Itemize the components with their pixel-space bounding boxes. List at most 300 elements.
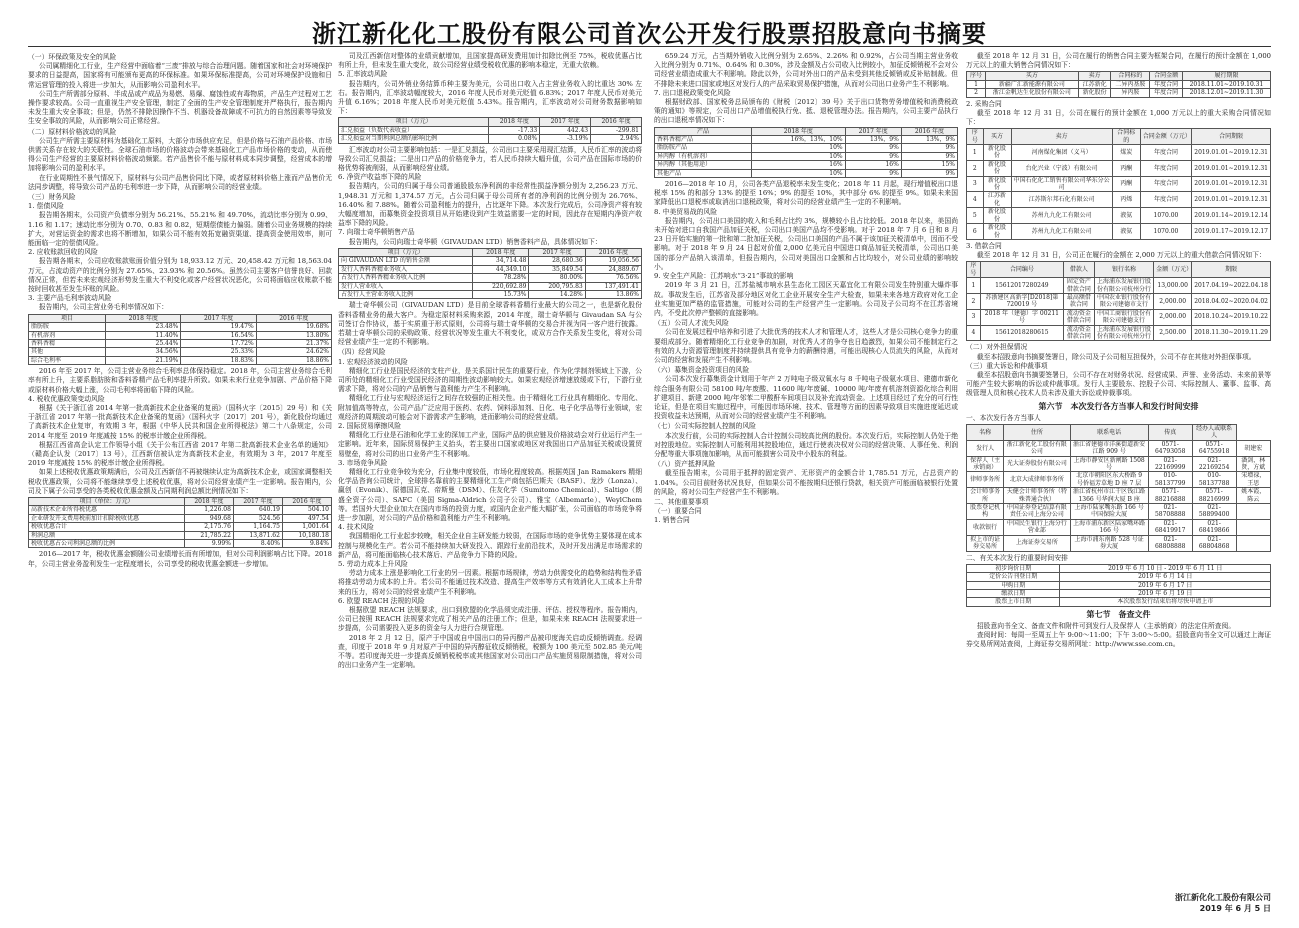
- table-header-row: [967, 262, 1271, 278]
- table-cell: 021-68808888: [1148, 535, 1192, 551]
- table-cell: -17.33: [489, 126, 540, 134]
- heading-givaudan: 7. 向瑞士奇华顿销售产品: [338, 228, 415, 237]
- table-cell: 34.56%: [106, 348, 181, 356]
- table-cell: 新化股份: [983, 176, 1011, 192]
- table-cell: 021-58899400: [1192, 504, 1236, 520]
- heading-price-risk: （二）原材料价格波动的风险: [28, 127, 117, 136]
- table-header-cell: 2017 年度: [233, 497, 282, 505]
- table-header-cell: 项目: [29, 314, 106, 322]
- table-row: [29, 356, 332, 364]
- para-fund: 公司本次发行募集资金计划用于年产 2 万吨电子级双氧水与 8 千吨电子级氨水项目、建德市新化综合服务有限公司 58100 吨/年废酸、11600 吨/年废碱、10000 吨/年废有机溶剂资源化综合利用扩建项目、新建 2000 吨/年邻苯二甲酸酐车间项目以及补充流动资金。上述项目经过了充分的可行性论证，但是在项目实施过程中，可能因市场环境、技术、管理等方面的因素导致项目实施进度延迟或投资收益未达预期，从而对公司的经营业绩产生不利影响。: [654, 375, 958, 421]
- table-cell: 18.86%: [256, 356, 331, 364]
- margin-table: [28, 314, 332, 365]
- table-cell: 胡建宏: [1236, 440, 1270, 456]
- table-cell: 8.40%: [233, 540, 282, 548]
- table-cell: 9.84%: [282, 540, 331, 548]
- table-cell: 液氨: [1112, 208, 1140, 224]
- fx-table: [338, 117, 642, 143]
- table-row: [967, 598, 1271, 606]
- table-cell: 液氨: [1112, 224, 1140, 240]
- table-cell: 定价公告刊登日期: [967, 573, 1060, 581]
- table-row: [967, 472, 1271, 488]
- table-cell: 2: [967, 89, 986, 97]
- table-cell: 2019.01.01~2019.12.31: [1192, 192, 1271, 208]
- table-cell: 0571-64755918: [1192, 440, 1236, 456]
- table-cell: 中国石化化工销售有限公司华东分公司: [1011, 176, 1112, 192]
- table-cell: 13%，9%: [901, 136, 957, 144]
- table-cell: 442.43: [540, 126, 591, 134]
- table-cell: 1: [967, 80, 986, 88]
- table-cell: 苏州九九化工有限公司: [1011, 224, 1112, 240]
- para-fx: 报告期内，公司外销业务结算币种主要为美元，公司出口收入占主营业务收入的比重达 30% 左右。报告期内，汇率波动幅度较大，2016 年度人民币对美元贬值 6.83%；2017 年度人民币对美元升值 6.16%；2018 年度人民币对美元贬值 5.43%。报告期内，汇率波动对公司财务数据影响如下：: [338, 79, 642, 116]
- table-cell: 年度合同: [1150, 89, 1182, 97]
- table-cell: 021-68419866: [1192, 519, 1236, 535]
- heading-loan: 3. 借款合同: [966, 241, 1002, 250]
- para-talent: 公司在发展过程中培养和引进了大批优秀的技术人才和管理人才，这些人才是公司核心竞争力的重要组成部分。随着精细化工行业竞争的加剧，对优秀人才的争夺也日趋激烈，如果公司不能制定行之有效的人力资源管理制度并持续提供具有竞争力的薪酬待遇，可能出现核心人员流失的风险，从而对公司的经营和发展产生不利影响。: [654, 328, 958, 364]
- heading-macro-risk: 1. 宏观经济波动的风险: [338, 357, 408, 366]
- table-cell: 021-58708888: [1148, 504, 1192, 520]
- table-cell: 13,871.62: [233, 531, 282, 539]
- table-header-cell: 合同期限: [1192, 129, 1271, 145]
- table-cell: 中国民生银行上海分行营业部: [1004, 519, 1070, 535]
- table-row: [29, 531, 332, 539]
- table-cell: 0571-88216999: [1192, 488, 1236, 504]
- table-row: [655, 161, 958, 169]
- table-header-cell: 项目（单位：万元）: [29, 497, 185, 505]
- heading-roe-risk: 6. 净资产收益率下降的风险: [338, 173, 422, 182]
- table-cell: 上海市浦东南路 528 号证券大厦: [1070, 535, 1148, 551]
- table-cell: 江苏新化: [983, 192, 1011, 208]
- table-row: [29, 331, 332, 339]
- footer: [1175, 892, 1271, 914]
- table-cell: 其他: [29, 348, 106, 356]
- table-cell: 23.48%: [106, 323, 181, 331]
- table-row: [29, 506, 332, 514]
- table-cell: 2019 年 6 月 10 日 - 2019 年 6 月 11 日: [1060, 564, 1271, 572]
- schedule-table: [966, 564, 1271, 607]
- table-cell: 2018.11.30~2019.11.29: [1192, 325, 1271, 341]
- table-header-cell: 履行期限: [1182, 72, 1270, 80]
- table-cell: 河南煤化集团（义马）: [1011, 145, 1112, 161]
- table-row: [967, 309, 1271, 325]
- table-cell: 最高额借款合同: [1063, 293, 1094, 309]
- heading-fx-risk: 5. 汇率波动风险: [338, 70, 388, 79]
- table-cell: 丙烯: [1112, 192, 1140, 208]
- table-cell: 9.99%: [184, 540, 233, 548]
- table-header-cell: 合同金额: [1150, 72, 1182, 80]
- table-header-cell: 传真: [1148, 425, 1192, 441]
- table-cell: 0571-88216888: [1148, 488, 1192, 504]
- table-cell: 2018.04.02~2020.04.02: [1192, 293, 1271, 309]
- heading-purchase: 2. 采购合同: [966, 99, 1002, 108]
- table-cell: 税收优惠合计: [29, 523, 185, 531]
- table-row: [967, 564, 1271, 572]
- table-cell: 苏州九九化工有限公司: [1011, 208, 1112, 224]
- table-row: [967, 224, 1271, 240]
- table-cell: 浙江省杭州市江干区钱江路 1366 号华润大厦 B 座: [1070, 488, 1148, 504]
- table-cell: 宋增禄，王思: [1236, 472, 1270, 488]
- table-cell: 0.08%: [489, 135, 540, 143]
- purchase-contract-table: [966, 128, 1271, 240]
- heading-operation-risk: （四）经营风险: [338, 348, 386, 357]
- table-cell: 上海市静安区新闸路 1508 号: [1070, 456, 1148, 472]
- table-cell: 2018 年（建德）字 00211 号: [980, 309, 1063, 325]
- table-row: [29, 348, 332, 356]
- table-cell: 25.33%: [181, 348, 256, 356]
- table-cell: 78.28%: [473, 274, 529, 282]
- table-cell: 021-68419917: [1148, 519, 1192, 535]
- table-row: [339, 265, 642, 273]
- para-col3-intro: 659.24 万元，占当期外销收入比例分别为 2.65%、2.26% 和 0.92%，占公司当期主营业务收入比例分别为 0.71%、0.64% 和 0.30%，涉及金额及占公司收入比例较小，加征反倾销税不会对公司经营业绩造成重大不利影响。除此以外，公司对外出口的产品未受到其他反倾销或反补贴制裁。但不排除未来进口国家或地区对发行人的产品采取贸易保护措施，从而对公司出口业务产生不利影响。: [654, 52, 958, 88]
- table-row: [967, 80, 1271, 88]
- heading-competition-risk: 3. 市场竞争风险: [338, 458, 388, 467]
- table-row: [339, 282, 642, 290]
- heading-other-matters: 二、其他重要事项: [654, 497, 709, 506]
- table-cell: 香料香精产品: [655, 136, 752, 144]
- para-macro-2: 精细化工行业与宏观经济运行之间存在较强的正相关性。由于精细化工行业具有精细化、专用化、附加值高等特点，公司产品广泛应用于医药、农药、饲料添加剂、日化、电子化学品等行业领域，宏观经济的周期波动可能会对下游需求产生影响，进而影响公司的经营业绩。: [338, 394, 642, 421]
- table-cell: 2018.10.24~2019.10.22: [1192, 309, 1271, 325]
- table-cell: 2017.04.19~2022.04.18: [1192, 278, 1271, 294]
- table-cell: 9%: [901, 152, 957, 160]
- table-row: [967, 145, 1271, 161]
- table-cell: 15612017280249: [980, 278, 1063, 294]
- para-price: 公司生产所需主要原材料为基础化工原料，大部分市场供应充足，但是价格与石油产品价格、市场供需关系存在较大的关联性。全球石油市场的价格波动会带来基础化工产品市场价格的变动，从而使得公司生产经营的主要原材料价格波动频繁。若产品售价不能与原材料成本同步调整，经营成本的增加将影响公司的盈利水平。: [28, 136, 332, 173]
- table-cell: [1236, 504, 1270, 520]
- table-row: [967, 504, 1271, 520]
- table-row: [655, 144, 958, 152]
- table-cell: 25.44%: [106, 339, 181, 347]
- heading-schedule: 二、有关本次发行的重要时间安排: [966, 553, 1068, 562]
- heading-litigation: （三）重大诉讼和仲裁事项: [966, 361, 1048, 370]
- table-row: [967, 535, 1271, 551]
- table-cell: 二异丙基胺: [1111, 80, 1150, 88]
- para-givaudan-2: 瑞士奇华顿公司（GIVAUDAN LTD）是目前全球香料香精行业最大的公司之一，也是新化股份香料香精业务的最大客户。为稳定原材料采购来源，2014 年度，瑞士奇华顿与 Givaudan SA 与公司签订合作协议，基于实质重于形式原则，公司将与瑞士奇华顿的交易合并视为同一客户进行披露。若瑞士奇华顿公司的采购政策、经营状况等发生重大不利变化，或双方合作关系发生变化，将对公司经营业绩产生一定的不利影响。: [338, 301, 642, 347]
- section-6-title: 第六节 本次发行各方当事人和发行时间安排: [1038, 401, 1199, 411]
- table-header-row: [29, 314, 332, 322]
- column-4: [966, 52, 1271, 894]
- table-row: [29, 523, 332, 531]
- table-header-cell: 合同金额（万元）: [1140, 129, 1192, 145]
- para-labor: 劳动力成本上涨是影响化工行业的另一因素。根据市场规律，劳动力供需变化的趋势和结构性矛盾将推动劳动力成本的上升。若公司不能通过技术改造、提高生产效率等方式有效消化人工成本上升带来的压力，将对公司的经营业绩产生不利影响。: [338, 569, 642, 596]
- table-cell: 1: [967, 278, 981, 294]
- para-tech: 我国精细化工行业起步较晚，相关企业自主研发能力较弱，在国际市场的竞争优势主要体现在成本控制与规模化生产。若公司不能持续加大研发投入、跟踪行业前沿技术，及时开发出满足市场需求的新产品，将可能面临核心技术落后、产品竞争力下降的风险。: [338, 532, 642, 559]
- table-cell: 拟上市的证券交易所: [967, 535, 1004, 551]
- table-row: [967, 160, 1271, 176]
- table-row: [339, 274, 642, 282]
- table-row: [967, 456, 1271, 472]
- column-2: [338, 52, 642, 894]
- table-row: [655, 136, 958, 144]
- table-cell: 15%: [901, 161, 957, 169]
- table-row: [29, 339, 332, 347]
- table-cell: 24.62%: [256, 348, 331, 356]
- table-header-cell: 买方: [983, 129, 1011, 145]
- para-trade-war: 报告期内，公司出口美国的收入和毛利占比约 3%，规模较小且占比较低。2018 年以来，美国尚未开始对进口自我国产品加征关税，公司出口美国产品均不受影响。对于 2018 年 7 月 6 日和 8 月 23 日开始实施的第一批和第二批加征关税，公司出口美国的产品不属于该加征关税清单中，因而不受影响。对于 2018 年 9 月 24 日起对价值 2,000 亿美元自中国进口商品加征关税清单，公司出口美国的部分产品纳入该清单，但报告期内，公司对美国出口金额和占比均较小，对公司业绩的影响较小。: [654, 216, 958, 271]
- heading-parties: 一、本次发行各方当事人: [966, 413, 1041, 422]
- para-debt: 报告期各期末，公司资产负债率分别为 56.21%、55.21% 和 49.70%，流动比率分别为 0.99、1.16 和 1.17；速动比率分别为 0.70、0.83 和 0.82，短期偿债能力偏弱。随着公司业务规模的持续扩大，对营运资金的需求也将不断增加，如果公司不能有效拓宽融资渠道、提高资金使用效率，则可能面临一定的偿债风险。: [28, 211, 332, 248]
- table-cell: 北京市朝阳区东大桥路 9 号侨福芳草地 D 座 7 层: [1070, 472, 1148, 488]
- table-cell: 浙江新化化工股份有限公司: [1004, 440, 1070, 456]
- table-cell: 申购日期: [967, 581, 1060, 589]
- heading-finance-risk: （三）财务风险: [28, 193, 76, 202]
- heading-trade-war: 8. 中美贸易战的风险: [654, 207, 718, 216]
- para-purchase: 截至 2018 年 12 月 31 日，公司在履行的预计金额在 1,000 万元以上的重大采购合同情况如下：: [966, 108, 1271, 127]
- table-cell: 15.73%: [473, 290, 529, 298]
- heading-export-rebate: 7. 出口退税政策变化风险: [654, 88, 731, 97]
- table-cell: 利润总额: [29, 531, 185, 539]
- table-cell: 2.94%: [591, 135, 642, 143]
- table-header-cell: 2018 年度: [106, 314, 181, 322]
- table-cell: 上海市陆家嘴东路 166 号中国保险大厦: [1070, 504, 1148, 520]
- para-control: 本次发行前，公司的实际控制人合计控制公司较高比例的股份。本次发行后，实际控制人仍处于绝对控股地位。实际控制人可能利用其控股地位，通过行使表决权对公司的经营决策、人事任免、利润分配等重大事项施加影响，从而可能损害公司及中小股东的利益。: [654, 431, 958, 458]
- table-cell: 220,692.89: [473, 282, 529, 290]
- para-documents: 招股意向书全文、备查文件和附件可到发行人及保荐人（主承销商）的法定住所查阅。: [976, 621, 1236, 630]
- heading-safety-event: 9. 安全生产风险：江苏响水“3·21”事故的影响: [654, 272, 794, 281]
- heading-margin-risk: 3. 主要产品毛利率波动风险: [28, 294, 112, 303]
- table-cell: 80.00%: [529, 274, 585, 282]
- heading-sales-contract: 1. 销售合同: [654, 516, 690, 525]
- table-cell: 光大证券股份有限公司: [1004, 456, 1070, 472]
- heading-fund-risk: （六）募集资金投资项目的风险: [654, 366, 750, 375]
- para-trade: 精细化工行业是石油和化学工业的深加工产业，国际产品的供应链及价格波动会对行业运行产生一定影响。近年来，国际贸易保护主义抬头，若主要出口国家或地区对我国出口产品加征关税或设置贸易壁垒，将对公司的出口业务产生不利影响。: [338, 431, 642, 458]
- table-cell: 2019.01.01~2019.12.31: [1192, 176, 1271, 192]
- table-cell: 2,175.76: [184, 523, 233, 531]
- table-cell: 9%: [901, 144, 957, 152]
- table-cell: 异丙醇（其他用途）: [655, 161, 752, 169]
- table-cell: 占发行人主营业务收入比例: [339, 290, 473, 298]
- parties-table: [966, 424, 1271, 552]
- table-row: [655, 169, 958, 177]
- table-cell: 浙江金帆达生化股份有限公司: [986, 89, 1079, 97]
- table-cell: 上海浦东发展银行股份有限公司杭州分行: [1094, 278, 1153, 294]
- table-cell: 15612018280615: [980, 325, 1063, 341]
- para-tax: 根据《关于浙江省 2014 年第一批高新技术企业备案的复函》（国科火字〔2015〕29 号）和《关于浙江省 2017 年第一批高新技术企业备案的复函》（国科火字〔2017〕201 号），新化股份均通过了高新技术企业复审，有效期 3 年，根据《中华人民共和国企业所得税法》第二十八条规定，公司 2014 年度至 2019 年度减按 15% 的税率计缴企业所得税。: [28, 403, 332, 440]
- table-row: [967, 89, 1271, 97]
- table-cell: 19.47%: [181, 323, 256, 331]
- table-cell: 综合毛利率: [29, 356, 106, 364]
- table-cell: 脂肪胺: [29, 323, 106, 331]
- table-cell: 年度合同: [1140, 145, 1192, 161]
- table-cell: 1,164.75: [233, 523, 282, 531]
- table-cell: 19.68%: [256, 323, 331, 331]
- table-cell: 台化兴业（宁波）有限公司: [1011, 160, 1112, 176]
- table-cell: 新化股份: [983, 224, 1011, 240]
- table-cell: 18.83%: [181, 356, 256, 364]
- table-cell: [1236, 519, 1270, 535]
- table-cell: 10,180.18: [282, 531, 331, 539]
- table-cell: 1070.00: [1140, 224, 1192, 240]
- table-row: [655, 152, 958, 160]
- table-cell: 16%: [845, 161, 901, 169]
- table-header-cell: 项目（万元）: [339, 248, 473, 256]
- table-cell: 年度合同: [1150, 80, 1182, 88]
- table-header-cell: 序号: [967, 129, 984, 145]
- table-cell: 10%: [751, 144, 845, 152]
- para-loan: 截至 2018 年 12 月 31 日，公司正在履行的金额在 2,000 万元以上的重大借款合同情况如下：: [976, 251, 1266, 260]
- table-cell: 2019 年 6 月 19 日: [1060, 589, 1271, 597]
- table-cell: 9%: [901, 169, 957, 177]
- para-safety-event: 2019 年 3 月 21 日，江苏盐城市响水县生态化工园区天嘉宜化工有限公司发生特别重大爆炸事故。事故发生后，江苏省及部分地区对化工企业开展安全生产大检查，如果未来各地方政府对化工企业实施更加严格的监管措施，可能对公司的生产经营产生一定影响。公司及子公司均不在江苏省境内，不受此次停产整顿的直接影响。: [654, 281, 958, 317]
- table-row: [967, 192, 1271, 208]
- table-cell: 11.40%: [106, 331, 181, 339]
- table-cell: 高新技术企业所得税优惠: [29, 506, 185, 514]
- table-cell: 上海浦东发展银行股份有限公司杭州分行: [1094, 325, 1153, 341]
- table-cell: 异丙醇（有机溶剂）: [655, 152, 752, 160]
- footer-company: 浙江新化化工股份有限公司: [1175, 893, 1271, 902]
- tax-table: [28, 497, 332, 548]
- table-cell: 21,785.22: [184, 531, 233, 539]
- table-cell: 19,056.56: [585, 257, 641, 265]
- table-cell: 年度合同: [1140, 192, 1192, 208]
- table-cell: 5: [967, 208, 984, 224]
- table-header-row: [29, 497, 332, 505]
- table-cell: 9%: [845, 152, 901, 160]
- table-header-row: [339, 118, 642, 126]
- table-cell: 丙酮: [1112, 176, 1140, 192]
- table-cell: -299.81: [591, 126, 642, 134]
- para-tax-4: 2016—2017 年，税收优惠金额随公司业绩增长而有所增加，但对公司利润影响占比下降。2018 年，公司主营业务盈利发生一定程度增长，公司享受的税收优惠金额进一步增加。: [28, 550, 332, 568]
- table-cell: 新疆广汇新能源有限公司: [986, 80, 1079, 88]
- table-cell: 17.72%: [181, 339, 256, 347]
- table-cell: 2019 年 6 月 17 日: [1060, 581, 1271, 589]
- table-cell: 949.68: [184, 514, 233, 522]
- para-safety: 公司生产所需部分原料、半成品或产成品为易燃、易爆、腐蚀性或有毒物质，产品生产过程对工艺操作要求较高。公司一直重视生产安全管理，制定了全面的生产安全管理制度并严格执行，报告期内未发生重大安全事故；但是，仍然不排除因操作不当、机器设备故障或不可抗力的自然因素等导致发生安全事故的风险，从而影响公司正常经营。: [28, 89, 332, 126]
- para-margin: 报告期内，公司主营业务毛利率情况如下：: [38, 303, 169, 312]
- table-header-cell: 序号: [967, 262, 981, 278]
- table-header-cell: 银行名称: [1094, 262, 1153, 278]
- para-litigation: 截至本招股意向书摘要签署日，公司不存在对财务状况、经营成果、声誉、业务活动、未来前景等可能产生较大影响的诉讼或仲裁事项。发行人主要股东、控股子公司、实际控制人、董事、监事、高级管理人员和核心技术人员未涉及重大诉讼或仲裁事项。: [966, 371, 1271, 398]
- table-cell: 14.28%: [529, 290, 585, 298]
- table-cell: 收款银行: [967, 519, 1004, 535]
- heading-trade-risk: 2. 国际贸易摩擦风险: [338, 421, 402, 430]
- column-3: [654, 52, 958, 894]
- table-cell: 会计师事务所: [967, 488, 1004, 504]
- table-cell: 2,000.00: [1154, 309, 1192, 325]
- para-ar: 报告期各期末，公司应收账款账面价值分别为 18,933.12 万元、20,458.42 万元和 18,563.04 万元，占流动资产的比例分别为 27.65%、23.93% 和 20.56%。虽然公司主要客户信誉良好、回款情况正常，但若未来宏观经济形势发生重大不利变化或客户经营状况恶化，公司将面临应收账款不能按时回收甚至发生坏账的风险。: [28, 257, 332, 294]
- table-cell: 497.54: [282, 514, 331, 522]
- table-cell: 2019.01.01~2019.12.31: [1192, 145, 1271, 161]
- table-cell: 新化股份: [983, 160, 1011, 176]
- table-cell: 2019.01.01~2019.12.31: [1192, 160, 1271, 176]
- table-cell: 1,001.64: [282, 523, 331, 531]
- table-header-cell: 名称: [967, 425, 1004, 441]
- para-price-2: 在行业周期性不景气情况下，原材料与公司产品售价同比下降，或者原材料价格上涨而产品售价无法同步调整，将导致公司产品的毛利率进一步下降，从而影响公司的经营业绩。: [28, 173, 332, 191]
- section-7-title: 第七节 备查文件: [1086, 609, 1151, 619]
- table-header-row: [655, 127, 958, 135]
- footer-date: 2019 年 6 月 5 日: [1199, 904, 1271, 913]
- table-cell: 13%，9%: [845, 136, 901, 144]
- table-header-cell: 合同标的: [1112, 129, 1140, 145]
- para-export-2: 2016—2018 年 10 月，公司各类产品退税率未发生变化；2018 年 11 月起，现行增值税出口退税率 15% 的和部分 13% 的提至 16%；9% 的提至 10%，其中部分 6% 的提至 9%。如果未来国家降低出口退税率或取消出口退税政策，将对公司的经营业绩产生一定的不利影响。: [654, 180, 958, 207]
- table-header-cell: 合同标的: [1111, 72, 1150, 80]
- table-cell: 0571-64793058: [1148, 440, 1192, 456]
- table-cell: 江苏斯尔邦石化有限公司: [1011, 192, 1112, 208]
- table-row: [967, 519, 1271, 535]
- heading-labor-risk: 5. 劳动力成本上升风险: [338, 560, 408, 568]
- table-row: [967, 440, 1271, 456]
- table-cell: 新化股份: [1078, 89, 1110, 97]
- heading-mortgage-risk: （八）资产抵押风险: [654, 460, 716, 469]
- table-cell: [1236, 535, 1270, 551]
- table-cell: 股票登记机构: [967, 504, 1004, 520]
- table-cell: 1,226.08: [184, 506, 233, 514]
- table-header-cell: 2016 年度: [591, 118, 642, 126]
- table-cell: 北京大成律师事务所: [1004, 472, 1070, 488]
- para-export: 根据财政部、国家税务总局颁布的《财税〔2012〕39 号》关于出口货物劳务增值税和消费税政策的通知》等规定，公司出口产品增值税执行免、抵、退税管理办法。报告期内，公司主要产品执行的出口退税率情况如下：: [654, 98, 958, 125]
- table-cell: 24,889.67: [585, 265, 641, 273]
- table-cell: -3.19%: [540, 135, 591, 143]
- table-cell: 新化股份: [983, 208, 1011, 224]
- table-cell: 异丙胺: [1111, 89, 1150, 97]
- para-roe: 报告期内，公司的归属于母公司普通股股东净利润的非经常性损益净额分别为 2,256.23 万元、1,948.31 万元和 1,374.57 万元，占公司归属于母公司所有者的净利润的比例分别为 26.76%、16.40% 和 7.88%。随着公司盈利能力的提升，占比逐年下降。本次发行完成后，公司净资产将有较大幅度增加，而募集资金投资项目从开始建设到产生效益需要一定的时间，因此存在短期内净资产收益率下降的风险。: [338, 182, 642, 228]
- table-cell: 有机溶剂: [29, 331, 106, 339]
- table-cell: 年度合同: [1140, 160, 1192, 176]
- table-cell: 2: [967, 160, 984, 176]
- table-header-cell: 2016 年度: [901, 127, 957, 135]
- table-cell: 汇兑损益（负数代表收益）: [339, 126, 489, 134]
- table-row: [339, 126, 642, 134]
- heading-tax-risk: 4. 税收优惠政策变动风险: [28, 394, 105, 403]
- table-cell: 潘剑，林贤，方斌: [1236, 456, 1270, 472]
- table-header-cell: 2018 年度: [473, 248, 529, 256]
- table-header-cell: 住所: [1004, 425, 1070, 441]
- table-cell: 21.37%: [256, 339, 331, 347]
- table-header-row: [967, 72, 1271, 80]
- page-title: 浙江新化化工股份有限公司首次公开发行股票招股意向书摘要: [312, 20, 987, 48]
- table-cell: 苏浙建区高新字[D2018]第 720019 号: [980, 293, 1063, 309]
- table-row: [967, 325, 1271, 341]
- para-env: 公司属精细化工行业，生产经营中面临着“三废”排放与综合治理问题。随着国家和社会对环境保护要求的日益提高，国家将有可能颁布更高的环保标准。如果环保标准提高，公司对环境保护设施和日常运营管理的投入将进一步加大，从而影响公司盈利水平。: [28, 62, 332, 89]
- table-row: [967, 589, 1271, 597]
- table-cell: 10%: [751, 169, 845, 177]
- table-header-cell: 金额（万元）: [1154, 262, 1192, 278]
- table-cell: 021-22169999: [1148, 456, 1192, 472]
- table-cell: 4: [967, 325, 981, 341]
- table-row: [339, 257, 642, 265]
- table-header-cell: 借款人: [1063, 262, 1094, 278]
- table-cell: 3: [967, 176, 984, 192]
- table-row: [29, 540, 332, 548]
- table-cell: 发行人香料香精业务收入: [339, 265, 473, 273]
- title-rule: [28, 46, 1271, 47]
- para-competition: 精细化工行业竞争较为充分，行业集中度较低，市场化程度较高。根据英国 Jan Ramakers 精细化学品咨询公司统计，全球排名靠前的主要精细化工生产商包括巴斯夫（BASF）、龙沙（Lonza）、赢创（Evonik）、原德国瓦克、帝斯曼（DSM）、住友化学（Sumitomo Chemical）、Saltigo（朗盛全资子公司）、SAFC（美国 Sigma-Aldrich 公司子公司）、雅宝（Albemarle）、WeylChem 等。若国外大型企业加大在国内市场的投资力度，或国内企业产能大幅扩张，公司面临的市场竞争将进一步加剧，对公司的产品价格和盈利能力产生不利影响。: [338, 467, 642, 522]
- table-header-cell: 2016 年度: [282, 497, 331, 505]
- table-cell: 上海市浦东新区陆家嘴环路 166 号: [1070, 519, 1148, 535]
- table-cell: 中国农业银行股份有限公司建德市支行: [1094, 293, 1153, 309]
- table-cell: 524.56: [233, 514, 282, 522]
- para-tax-3: 如果上述税收优惠政策期满后，公司及江西新信不再被继续认定为高新技术企业，或国家调整相关税收优惠政策，公司将不能继续享受上述税收优惠，将对公司经营业绩产生一定影响。报告期内，公司及下属子公司享受的各类税收优惠金额及占同期利润总额比例情况如下：: [28, 468, 332, 495]
- table-row: [967, 176, 1271, 192]
- table-cell: 天健会计师事务所（特殊普通合伙）: [1004, 488, 1070, 504]
- table-cell: 2018.11.01~2019.10.31: [1182, 80, 1270, 88]
- table-row: [967, 488, 1271, 504]
- table-cell: 21.19%: [106, 356, 181, 364]
- table-cell: 煤炭: [1112, 145, 1140, 161]
- table-header-cell: 2017 年度: [181, 314, 256, 322]
- para-margin-2: 2016 年至 2017 年，公司主营业务综合毛利率总体保持稳定。2018 年，公司主营业务综合毛利率有所上升，主要系脂肪胺和香料香精产品毛利率提升所致。如果未来行业竞争加剧、产品价格下降或原材料价格大幅上涨，公司毛利率将面临下降的风险。: [28, 367, 332, 394]
- table-cell: 9%: [845, 144, 901, 152]
- table-header-cell: 卖方: [1078, 72, 1110, 80]
- table-cell: 2019.01.14~2019.12.14: [1192, 208, 1271, 224]
- table-cell: 34,714.48: [473, 257, 529, 265]
- table-header-cell: 合同编号: [980, 262, 1063, 278]
- table-cell: 中国证券登记结算有限责任公司上海分公司: [1004, 504, 1070, 520]
- table-cell: 初步询价日期: [967, 564, 1060, 572]
- table-cell: 汇兑损益对当期利润总额的影响比例: [339, 135, 489, 143]
- table-header-row: [339, 248, 642, 256]
- table-cell: 新化股份: [983, 145, 1011, 161]
- column-1: [28, 52, 332, 894]
